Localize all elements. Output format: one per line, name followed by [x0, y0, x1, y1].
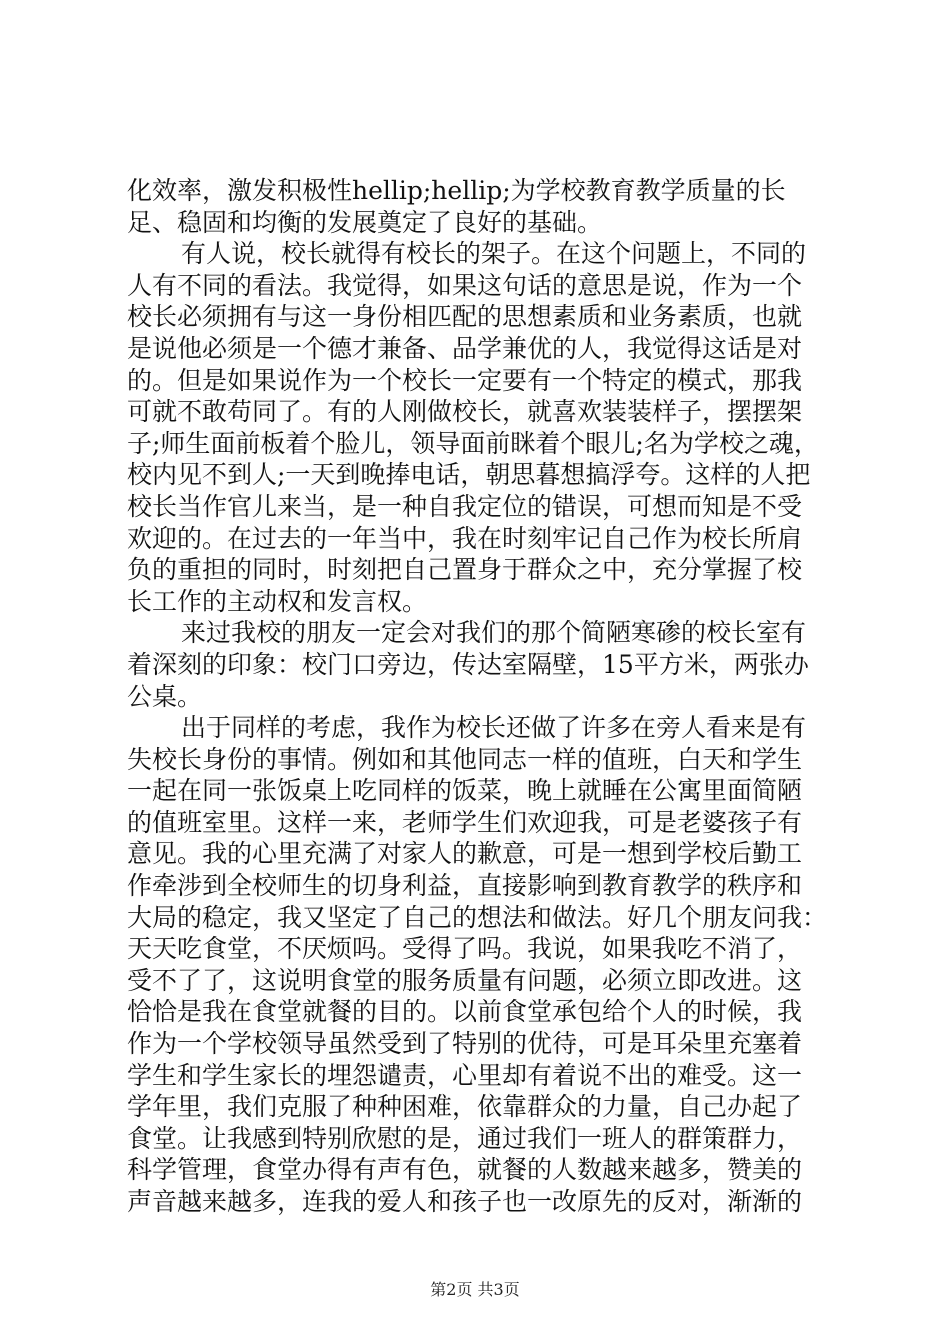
- text-line: 意见。我的心里充满了对家人的歉意，可是一想到学校后勤工: [127, 839, 803, 869]
- text-line: 作牵涉到全校师生的切身利益，直接影响到教育教学的秩序和: [127, 871, 803, 901]
- text-line: 受不了了，这说明食堂的服务质量有问题，必须立即改进。这: [127, 965, 803, 995]
- document-body: [127, 175, 831, 1218]
- text-line: 是说他必须是一个德才兼备、品学兼优的人，我觉得这话是对: [127, 333, 803, 363]
- text-line: 声音越来越多，连我的爱人和孩子也一改原先的反对，渐渐的: [127, 1187, 803, 1216]
- text-line: 子;师生面前板着个脸儿，领导面前眯着个眼儿;名为学校之魂，: [127, 428, 819, 458]
- text-line: 食堂。让我感到特别欣慰的是，通过我们一班人的群策群力，: [127, 1123, 803, 1153]
- text-line: 校内见不到人;一天到晚捧电话，朝思暮想搞浮夸。这样的人把: [127, 460, 811, 490]
- text-line: 恰恰是我在食堂就餐的目的。以前食堂承包给个人的时候，我: [127, 997, 803, 1027]
- text-line: 的值班室里。这样一来，老师学生们欢迎我，可是老婆孩子有: [127, 807, 803, 837]
- text-line: 一起在同一张饭桌上吃同样的饭菜，晚上就睡在公寓里面简陋: [127, 776, 803, 806]
- text-line: 的。但是如果说作为一个校长一定要有一个特定的模式，那我: [127, 365, 803, 395]
- text-line: 作为一个学校领导虽然受到了特别的优待，可是耳朵里充塞着: [127, 1029, 803, 1059]
- text-line: 公桌。: [127, 681, 203, 711]
- text-line: 足、稳固和均衡的发展奠定了良好的基础。: [127, 207, 603, 237]
- text-line: 失校长身份的事情。例如和其他同志一样的值班，白天和学生: [127, 744, 803, 774]
- text-line: 科学管理，食堂办得有声有色，就餐的人数越来越多，赞美的: [127, 1155, 803, 1185]
- page-number-footer: 第2页 共3页: [430, 1280, 520, 1299]
- paragraph-first-line: 来过我校的朋友一定会对我们的那个简陋寒碜的校长室有: [181, 618, 807, 648]
- text-line: 人有不同的看法。我觉得，如果这句话的意思是说，作为一个: [127, 270, 803, 300]
- text-line: 长工作的主动权和发言权。: [127, 586, 428, 616]
- text-line: 校长必须拥有与这一身份相匹配的思想素质和业务素质，也就: [127, 302, 803, 332]
- text-line: 大局的稳定，我又坚定了自己的想法和做法。好几个朋友问我：: [127, 902, 828, 932]
- paragraph-first-line: 有人说，校长就得有校长的架子。在这个问题上，不同的: [181, 239, 807, 269]
- text-line: 天天吃食堂，不厌烦吗。受得了吗。我说，如果我吃不消了，: [127, 934, 803, 964]
- text-line: 欢迎的。在过去的一年当中，我在时刻牢记自己作为校长所肩: [127, 523, 803, 553]
- text-line: 学年里，我们克服了种种困难，依靠群众的力量，自己办起了: [127, 1092, 803, 1122]
- text-line: 可就不敢苟同了。有的人刚做校长，就喜欢装装样子，摆摆架: [127, 397, 803, 427]
- text-line: 着深刻的印象：校门口旁边，传达室隔壁，15平方米，两张办: [127, 649, 809, 679]
- text-line: 负的重担的同时，时刻把自己置身于群众之中，充分掌握了校: [127, 555, 803, 585]
- text-line: 化效率，激发积极性hellip;hellip;为学校教育教学质量的长: [127, 176, 786, 205]
- text-line: 校长当作官儿来当，是一种自我定位的错误，可想而知是不受: [127, 491, 803, 521]
- paragraph-first-line: 出于同样的考虑，我作为校长还做了许多在旁人看来是有: [181, 713, 807, 743]
- text-line: 学生和学生家长的埋怨谴责，心里却有着说不出的难受。这一: [127, 1060, 803, 1090]
